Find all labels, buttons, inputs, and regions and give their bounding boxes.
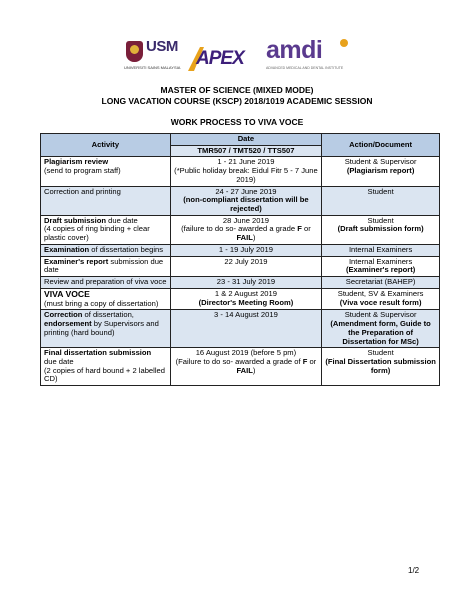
action-cell: Student (Final Dissertation submission form) — [322, 348, 440, 386]
table-row — [41, 215, 440, 244]
apex-logo-text: APEX — [196, 48, 244, 69]
apex-logo — [186, 43, 244, 73]
table-row — [41, 244, 440, 256]
table-row — [41, 277, 440, 289]
action-cell: Student & Supervisor (Plagiarism report) — [322, 157, 440, 186]
logo-bar — [124, 38, 356, 74]
usm-logo-subtext: UNIVERSITI SAINS MALAYSIA — [124, 65, 181, 70]
table-row — [41, 310, 440, 348]
table-row — [41, 348, 440, 386]
amdi-logo — [264, 38, 356, 74]
header-activity: Activity — [41, 134, 171, 157]
date-cell: 1 - 21 June 2019 (*Public holiday break: Eidul Fitr 5 - 7 June 2019) — [170, 157, 322, 186]
date-cell: 23 - 31 July 2019 — [170, 277, 322, 289]
header-action: Action/Document — [322, 134, 440, 157]
date-cell: 28 June 2019 (failure to do so- awarded a grade F or FAIL) — [170, 215, 322, 244]
action-cell: Student — [322, 186, 440, 215]
activity-cell: Plagiarism review (send to program staff) — [41, 157, 171, 186]
amdi-dot-icon — [339, 38, 349, 48]
amdi-logo-subtext: ADVANCED MEDICAL AND DENTAL INSTITUTE — [266, 66, 344, 70]
activity-cell: Review and preparation of viva voce — [41, 277, 171, 289]
page-number: 1/2 — [408, 566, 420, 575]
date-cell: 16 August 2019 (before 5 pm) (Failure to do so- awarded a grade of F or FAIL) — [170, 348, 322, 386]
action-cell: Student & Supervisor (Amendment form, Guide to the Preparation of Dissertation for MSc) — [322, 310, 440, 348]
course-title: LONG VACATION COURSE (KSCP) 2018/1019 ACADEMIC SESSION — [101, 96, 373, 106]
activity-cell: Correction of dissertation, endorsement by Supervisors and printing (hard bound) — [41, 310, 171, 348]
activity-cell: Final dissertation submission due date (2 copies of hard bound + 2 labelled CD) — [41, 348, 171, 386]
header-date-courses: TMR507 / TMT520 / TTS507 — [170, 145, 322, 157]
amdi-logo-text: amdi — [266, 36, 323, 64]
work-process-table — [40, 133, 440, 386]
header-date: Date — [170, 134, 322, 146]
usm-logo-text: USM — [146, 38, 178, 55]
activity-cell: Examiner's report submission due date — [41, 256, 171, 276]
usm-crest-icon — [126, 41, 143, 62]
activity-cell: VIVA VOCE (must bring a copy of dissertation) — [41, 288, 171, 310]
action-cell: Student, SV & Examiners (Viva voce result form) — [322, 288, 440, 310]
table-row — [41, 186, 440, 215]
table-row — [41, 157, 440, 186]
usm-logo — [124, 38, 184, 74]
action-cell: Secretariat (BAHEP) — [322, 277, 440, 289]
date-cell: 3 - 14 August 2019 — [170, 310, 322, 348]
action-cell: Internal Examiners (Examiner's report) — [322, 256, 440, 276]
table-row — [41, 288, 440, 310]
document-title: WORK PROCESS TO VIVA VOCE — [170, 117, 304, 127]
action-cell: Student (Draft submission form) — [322, 215, 440, 244]
date-cell: 1 - 19 July 2019 — [170, 244, 322, 256]
date-cell: 22 July 2019 — [170, 256, 322, 276]
date-cell: 1 & 2 August 2019 (Director's Meeting Room) — [170, 288, 322, 310]
date-cell: 24 - 27 June 2019 (non-compliant dissertation will be rejected) — [170, 186, 322, 215]
action-cell: Internal Examiners — [322, 244, 440, 256]
activity-cell: Examination of dissertation begins — [41, 244, 171, 256]
activity-cell: Correction and printing — [41, 186, 171, 215]
program-title: MASTER OF SCIENCE (MIXED MODE) — [160, 85, 314, 95]
table-row — [41, 256, 440, 276]
activity-cell: Draft submission due date (4 copies of ring binding + clear plastic cover) — [41, 215, 171, 244]
